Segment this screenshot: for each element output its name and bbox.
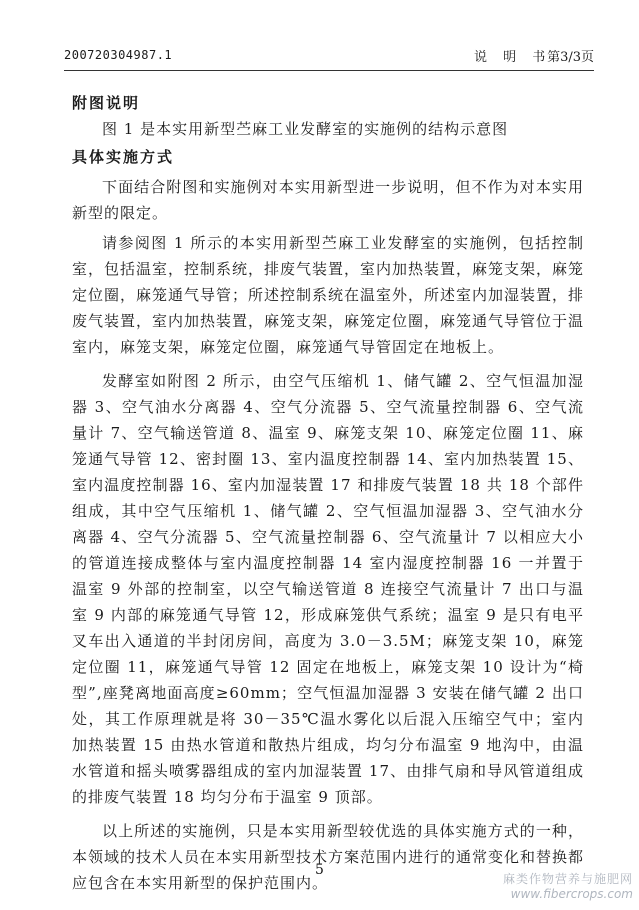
figure-1-caption: 图 1 是本实用新型苎麻工业发酵室的实施例的结构示意图 (102, 120, 509, 138)
figures-section-title: 附图说明 (72, 94, 141, 112)
paragraph-figure-2: 发酵室如附图 2 所示，由空气压缩机 1、储气罐 2、空气恒温加湿器 3、空气油水分离器 4、空气分流器 5、空气流量控制器 6、空气流量计 7、空气输送管道 8、温室 9、麻笼支架 10、麻笼定位圈 11、麻笼通气导管 12、密封圈 13、室内温度控制器 14、室内加热装置 15、室内温度控制器 16、室内加湿装置 17 和排废气装置 18 共 18 个部件组成，其中空气压缩机 1、储气罐 2、空气恒温加湿器 3、空气油水分离器 4、空气分流器 5、空气流量控制器 6、空气流量计 7 以相应大小的管道连接成整体与室内温度控制器 14 室内湿度控制器 16 一并置于温室 9 外部的控制室，以空气输送管道 8 连接空气流量计 7 出口与温室 9 内部的麻笼通气导管 12，形成麻笼供气系统；温室 9 是只有电平叉车出入通道的半封闭房间，高度为 3.0－3.5M；麻笼支架 10，麻笼定位圈 11，麻笼通气导管 12 固定在地板上，麻笼支架 10 设计为“椅型”,座凳离地面高度≥60mm；空气恒温加湿器 3 安装在储气罐 2 出口处，其工作原理就是将 30－35℃温水雾化以后混入压缩空气中；室内加热装置 15 由热水管道和散热片组成，均匀分布温室 9 地沟中，由温水管道和摇头喷雾器组成的室内加湿装置 17、由排气扇和导风管道组成的排废气装置 18 均匀分布于温室 9 顶部。 (72, 372, 584, 806)
document-body (72, 88, 584, 896)
watermark (503, 872, 633, 902)
document-number: 200720304987.1 (64, 48, 173, 62)
paragraph-intro: 下面结合附图和实施例对本实用新型进一步说明，但不作为对本实用新型的限定。 (72, 178, 584, 222)
paragraph-figure-1: 请参阅图 1 所示的本实用新型苎麻工业发酵室的实施例，包括控制室，包括温室，控制系统，排废气装置，室内加热装置，麻笼支架，麻笼定位圈，麻笼通气导管；所述控制系统在温室外，所述室内加湿装置，排废气装置，室内加热装置，麻笼支架，麻笼定位圈，麻笼通气导管位于温室内，麻笼支架，麻笼定位圈，麻笼通气导管固定在地板上。 (72, 234, 585, 356)
page-header (64, 44, 594, 66)
paragraph-conclusion: 以上所述的实施例，只是本实用新型较优选的具体实施方式的一种，本领域的技术人员在本实用新型技术方案范围内进行的通常变化和替换都应包含在本实用新型的保护范围内。 (72, 822, 585, 892)
header-divider (64, 70, 594, 71)
watermark-text: 麻类作物营养与施肥网 (502, 872, 633, 886)
page-info: 第3/3页 (547, 50, 594, 65)
page-number: 5 (315, 862, 324, 878)
watermark-url: www.fibercrops.com (510, 887, 633, 901)
document-type: 说 明 书 (474, 50, 552, 65)
embodiment-section-title: 具体实施方式 (72, 148, 175, 166)
